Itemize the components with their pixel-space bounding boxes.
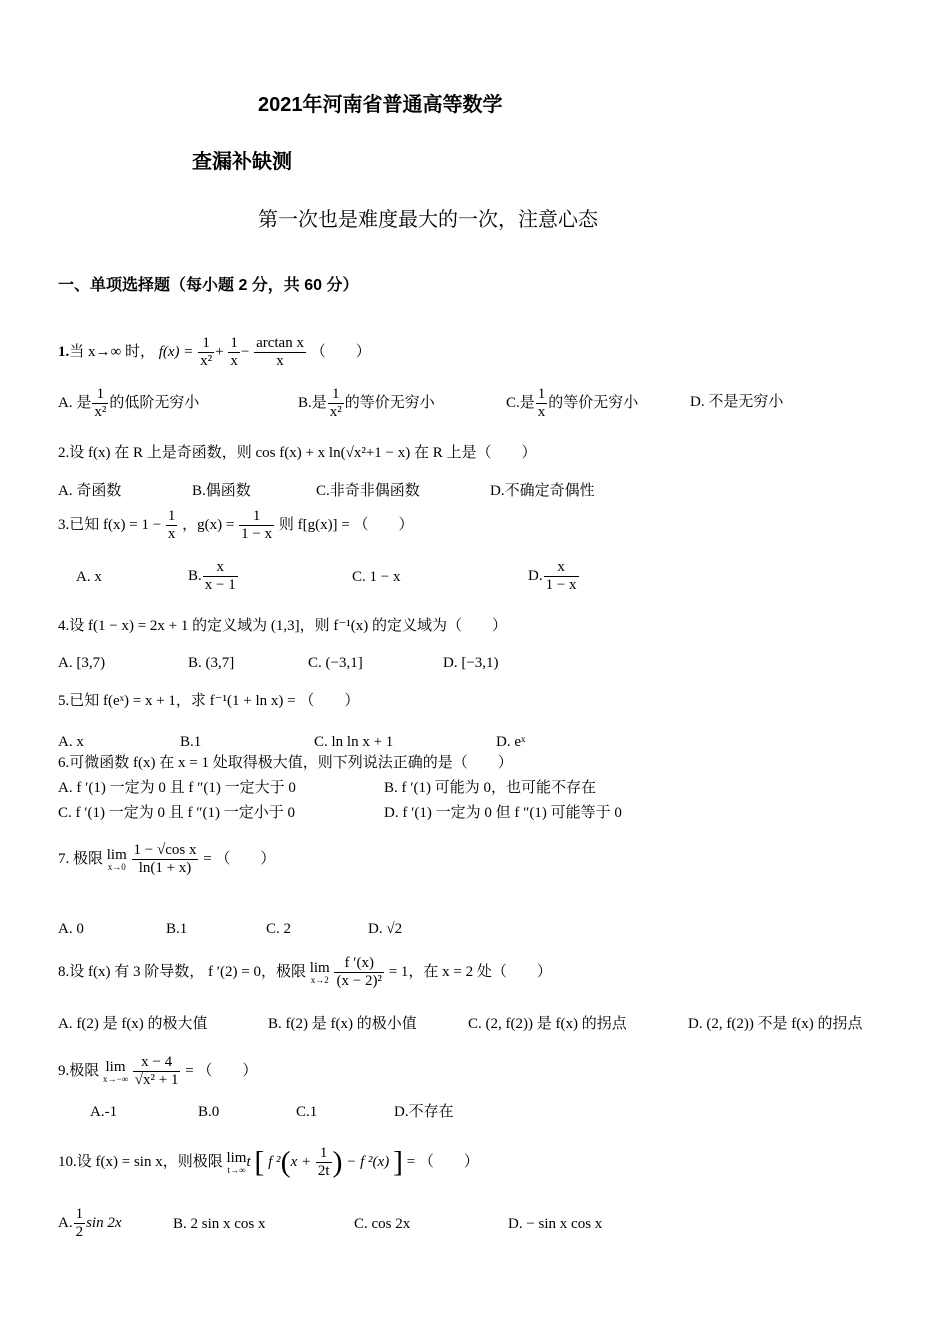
q1-option-b[interactable]: B.是 $\frac{1}{\text{x²}}$ 的等价无穷小 xyxy=(298,386,435,420)
page-subtitle: 查漏补缺测 xyxy=(192,151,292,173)
q8-option-a[interactable]: A. f(2) 是 f(x) 的极大值 xyxy=(58,1016,208,1032)
q6-option-a[interactable]: A. f ′(1) 一定为 0 且 f ″(1) 一定大于 0 xyxy=(58,780,296,796)
question-2: 2.设 f(x) 在 R 上是奇函数，则 cos f(x) + x ln(√x²+1 − x) 在 R 上是（ ） xyxy=(58,445,537,461)
q9-option-d[interactable]: D.不存在 xyxy=(394,1104,454,1120)
question-9: 9.极限 lim x→−∞ $\frac{x - 4}{\text{√x² + 1}}$ = （ ） xyxy=(58,1054,258,1088)
question-4: 4.设 f(1 − x) = 2x + 1 的定义域为 (1,3]，则 f⁻¹(x) 的定义域为（ ） xyxy=(58,618,508,634)
q2-option-d[interactable]: D.不确定奇偶性 xyxy=(490,483,595,499)
q7-option-c[interactable]: C. 2 xyxy=(266,921,292,937)
q7-option-b[interactable]: B.1 xyxy=(166,921,188,937)
q4-option-d[interactable]: D. [−3,1) xyxy=(443,655,499,671)
question-1: 1.当 x→∞ 时， f(x) = $\frac{1}{\text{x²}}$ + $\frac{1}{x}$ − $\frac{\text{arctan x}}{x}$ （ ） xyxy=(58,335,371,369)
q4-option-a[interactable]: A. [3,7) xyxy=(58,655,106,671)
question-5: 5.已知 f(eˣ) = x + 1，求 f⁻¹(1 + ln x) = （ ） xyxy=(58,693,360,709)
q6-option-d[interactable]: D. f ′(1) 一定为 0 但 f ″(1) 可能等于 0 xyxy=(384,805,622,821)
q3-option-a[interactable]: A. x xyxy=(76,569,102,585)
q3-option-d[interactable]: D. $\frac{x}{1 - x}$ xyxy=(528,559,577,593)
q4-option-b[interactable]: B. (3,7] xyxy=(188,655,235,671)
q8-option-d[interactable]: D. (2, f(2)) 不是 f(x) 的拐点 xyxy=(688,1016,863,1032)
question-10: 10.设 f(x) = sin x，则极限 lim t→∞ t [ f ²(x + $\frac{1}{2t}$ ) − f ²(x) ] = （ ） xyxy=(58,1145,479,1179)
q10-option-d[interactable]: D. − sin x cos x xyxy=(508,1216,603,1232)
q2-option-b[interactable]: B.偶函数 xyxy=(192,483,251,499)
q5-option-b[interactable]: B.1 xyxy=(180,734,202,750)
q5-option-d[interactable]: D. eˣ xyxy=(496,734,526,750)
q8-option-c[interactable]: C. (2, f(2)) 是 f(x) 的拐点 xyxy=(468,1016,627,1032)
section-heading: 一、单项选择题（每小题 2 分，共 60 分） xyxy=(58,277,359,294)
q9-option-a[interactable]: A.-1 xyxy=(90,1104,118,1120)
q2-option-c[interactable]: C.非奇非偶函数 xyxy=(316,483,420,499)
page-title: 2021年河南省普通高等数学 xyxy=(258,94,503,116)
q10-option-a[interactable]: A. $\frac{1}{2}$ sin 2x xyxy=(58,1206,122,1240)
q7-option-d[interactable]: D. √2 xyxy=(368,921,403,937)
q3-option-c[interactable]: C. 1 − x xyxy=(352,569,401,585)
q5-option-a[interactable]: A. x xyxy=(58,734,84,750)
question-8: 8.设 f(x) 有 3 阶导数， f ′(2) = 0，极限 lim x→2 $\frac{f '(x)}{\text{(x − 2)²}}$ = 1，在 x = 2 处（ ） xyxy=(58,955,552,989)
page-note: 第一次也是难度最大的一次，注意心态 xyxy=(258,207,598,231)
q1-option-a[interactable]: A. 是 $\frac{1}{\text{x²}}$ 的低阶无穷小 xyxy=(58,386,200,420)
question-7: 7. 极限 lim x→0 $\frac{\text{1 − √cos x}}{\ln(1 + x)}$ = （ ） xyxy=(58,842,276,876)
q4-option-c[interactable]: C. (−3,1] xyxy=(308,655,363,671)
q8-option-b[interactable]: B. f(2) 是 f(x) 的极小值 xyxy=(268,1016,417,1032)
q2-option-a[interactable]: A. 奇函数 xyxy=(58,483,122,499)
q6-option-b[interactable]: B. f ′(1) 可能为 0，也可能不存在 xyxy=(384,780,597,796)
q5-option-c[interactable]: C. ln ln x + 1 xyxy=(314,734,394,750)
q7-option-a[interactable]: A. 0 xyxy=(58,921,84,937)
q6-option-c[interactable]: C. f ′(1) 一定为 0 且 f ″(1) 一定小于 0 xyxy=(58,805,296,821)
q3-option-b[interactable]: B. $\frac{x}{x - 1}$ xyxy=(188,559,236,593)
q1-option-d[interactable]: D. 不是无穷小 xyxy=(690,394,784,410)
q1-option-c[interactable]: C.是 $\frac{1}{x}$ 的等价无穷小 xyxy=(506,386,639,420)
question-6: 6.可微函数 f(x) 在 x = 1 处取得极大值，则下列说法正确的是（ ） xyxy=(58,755,513,771)
q9-option-c[interactable]: C.1 xyxy=(296,1104,318,1120)
q10-option-b[interactable]: B. 2 sin x cos x xyxy=(173,1216,266,1232)
question-3: 3.已知 f(x) = 1 − $\frac{1}{x}$ ，g(x) = $\frac{1}{1 - x}$ 则 f[g(x)] = （ ） xyxy=(58,508,414,542)
q10-option-c[interactable]: C. cos 2x xyxy=(354,1216,411,1232)
q9-option-b[interactable]: B.0 xyxy=(198,1104,220,1120)
